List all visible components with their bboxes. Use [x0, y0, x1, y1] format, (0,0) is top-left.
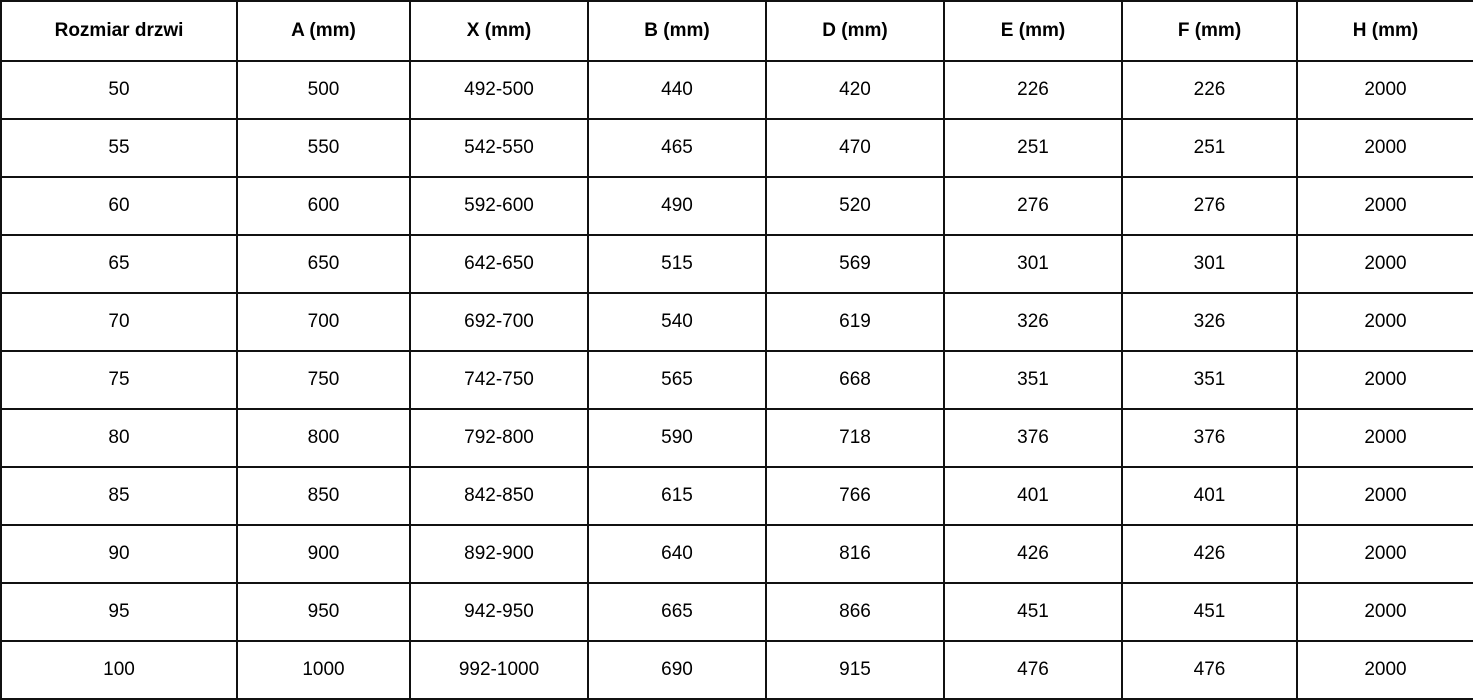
cell-a: 650 [237, 235, 410, 293]
cell-d: 668 [766, 351, 944, 409]
cell-b: 640 [588, 525, 766, 583]
cell-a: 700 [237, 293, 410, 351]
column-header-a: A (mm) [237, 1, 410, 61]
cell-e: 476 [944, 641, 1122, 699]
cell-door-size: 80 [1, 409, 237, 467]
cell-d: 866 [766, 583, 944, 641]
cell-h: 2000 [1297, 467, 1473, 525]
cell-a: 950 [237, 583, 410, 641]
table-row [1, 293, 1473, 351]
cell-d: 569 [766, 235, 944, 293]
cell-x: 742-750 [410, 351, 588, 409]
cell-b: 440 [588, 61, 766, 119]
table-header [1, 1, 1473, 61]
table-row [1, 177, 1473, 235]
column-header-b: B (mm) [588, 1, 766, 61]
cell-x: 792-800 [410, 409, 588, 467]
cell-e: 401 [944, 467, 1122, 525]
column-header-d: D (mm) [766, 1, 944, 61]
cell-e: 326 [944, 293, 1122, 351]
cell-x: 892-900 [410, 525, 588, 583]
cell-f: 376 [1122, 409, 1297, 467]
cell-e: 276 [944, 177, 1122, 235]
cell-a: 1000 [237, 641, 410, 699]
table-row [1, 61, 1473, 119]
cell-h: 2000 [1297, 177, 1473, 235]
cell-x: 942-950 [410, 583, 588, 641]
cell-b: 690 [588, 641, 766, 699]
cell-d: 915 [766, 641, 944, 699]
table-row [1, 641, 1473, 699]
cell-h: 2000 [1297, 525, 1473, 583]
column-header-door-size: Rozmiar drzwi [1, 1, 237, 61]
cell-e: 351 [944, 351, 1122, 409]
cell-f: 326 [1122, 293, 1297, 351]
cell-door-size: 95 [1, 583, 237, 641]
cell-door-size: 100 [1, 641, 237, 699]
cell-a: 750 [237, 351, 410, 409]
cell-d: 520 [766, 177, 944, 235]
cell-f: 276 [1122, 177, 1297, 235]
cell-h: 2000 [1297, 583, 1473, 641]
cell-h: 2000 [1297, 293, 1473, 351]
cell-e: 301 [944, 235, 1122, 293]
cell-door-size: 50 [1, 61, 237, 119]
cell-b: 615 [588, 467, 766, 525]
cell-d: 766 [766, 467, 944, 525]
cell-x: 592-600 [410, 177, 588, 235]
cell-door-size: 90 [1, 525, 237, 583]
cell-a: 900 [237, 525, 410, 583]
cell-b: 540 [588, 293, 766, 351]
cell-a: 850 [237, 467, 410, 525]
cell-d: 619 [766, 293, 944, 351]
cell-door-size: 60 [1, 177, 237, 235]
cell-e: 226 [944, 61, 1122, 119]
cell-e: 426 [944, 525, 1122, 583]
cell-h: 2000 [1297, 61, 1473, 119]
cell-f: 476 [1122, 641, 1297, 699]
cell-b: 515 [588, 235, 766, 293]
cell-door-size: 65 [1, 235, 237, 293]
cell-e: 251 [944, 119, 1122, 177]
cell-x: 492-500 [410, 61, 588, 119]
cell-h: 2000 [1297, 641, 1473, 699]
cell-x: 542-550 [410, 119, 588, 177]
cell-d: 718 [766, 409, 944, 467]
cell-a: 600 [237, 177, 410, 235]
table-row [1, 409, 1473, 467]
cell-h: 2000 [1297, 409, 1473, 467]
cell-door-size: 85 [1, 467, 237, 525]
cell-a: 500 [237, 61, 410, 119]
cell-d: 470 [766, 119, 944, 177]
cell-h: 2000 [1297, 119, 1473, 177]
cell-f: 401 [1122, 467, 1297, 525]
table-row [1, 351, 1473, 409]
cell-d: 420 [766, 61, 944, 119]
table-row [1, 235, 1473, 293]
table-body [1, 61, 1473, 699]
cell-b: 590 [588, 409, 766, 467]
cell-a: 550 [237, 119, 410, 177]
cell-f: 251 [1122, 119, 1297, 177]
cell-h: 2000 [1297, 351, 1473, 409]
cell-x: 642-650 [410, 235, 588, 293]
cell-a: 800 [237, 409, 410, 467]
column-header-h: H (mm) [1297, 1, 1473, 61]
table-row [1, 583, 1473, 641]
cell-b: 465 [588, 119, 766, 177]
column-header-f: F (mm) [1122, 1, 1297, 61]
table-row [1, 467, 1473, 525]
cell-f: 226 [1122, 61, 1297, 119]
cell-b: 665 [588, 583, 766, 641]
cell-door-size: 70 [1, 293, 237, 351]
cell-f: 301 [1122, 235, 1297, 293]
table-header-row [1, 1, 1473, 61]
cell-d: 816 [766, 525, 944, 583]
cell-b: 565 [588, 351, 766, 409]
cell-f: 426 [1122, 525, 1297, 583]
cell-b: 490 [588, 177, 766, 235]
cell-x: 842-850 [410, 467, 588, 525]
cell-door-size: 55 [1, 119, 237, 177]
cell-e: 376 [944, 409, 1122, 467]
column-header-x: X (mm) [410, 1, 588, 61]
cell-door-size: 75 [1, 351, 237, 409]
cell-x: 992-1000 [410, 641, 588, 699]
cell-f: 351 [1122, 351, 1297, 409]
table-row [1, 525, 1473, 583]
cell-x: 692-700 [410, 293, 588, 351]
cell-e: 451 [944, 583, 1122, 641]
cell-h: 2000 [1297, 235, 1473, 293]
table-row [1, 119, 1473, 177]
column-header-e: E (mm) [944, 1, 1122, 61]
cell-f: 451 [1122, 583, 1297, 641]
